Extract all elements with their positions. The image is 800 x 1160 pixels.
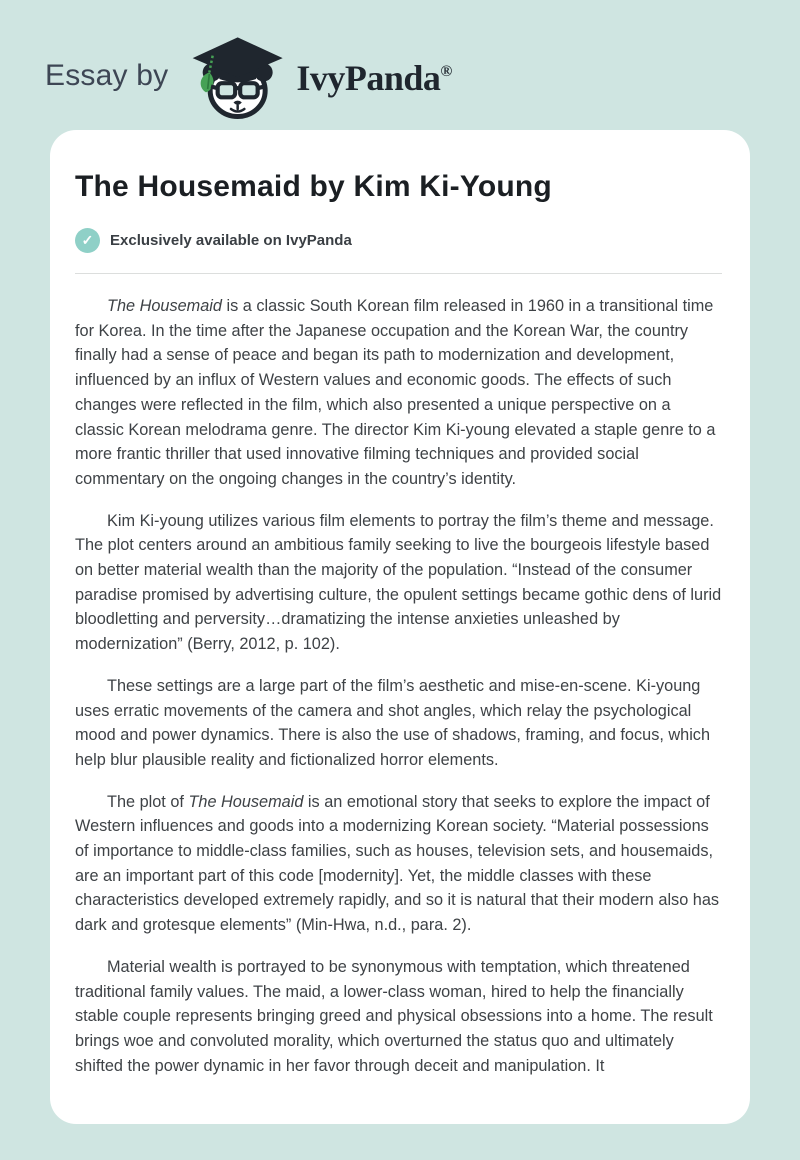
registered-mark: ®: [440, 63, 453, 80]
page-title: The Housemaid by Kim Ki-Young: [75, 170, 552, 203]
essay-paragraph: The Housemaid is a classic South Korean film released in 1960 in a transitional time for Korea. In the time after the Japanese occupation and the Korean War, the country finally had a sense of peace and began its path to modernization and development, influenced by an influx of Western values and economic goods. The effects of such changes were reflected in the film, which also presented a unique perspective on a classic Korean melodrama genre. The director Kim Ki-young elevated a staple genre to a more frantic thriller that used innovative filming techniques and provided social commentary on the ongoing changes in the country’s identity.: [75, 297, 716, 488]
panda-graduate-icon: [186, 35, 286, 123]
essay-by-label: Essay by: [45, 59, 169, 92]
essay-body: [75, 294, 722, 1078]
essay-paragraph: These settings are a large part of the film’s aesthetic and mise-en-scene. Ki-young uses erratic movements of the camera and shot angles, which relay the psychological mood and power dynamics. There is also the use of shadows, framing, and focus, which help blur plausible reality and fictionalized horror elements.: [75, 676, 711, 769]
essay-paragraph: Kim Ki-young utilizes various film elements to portray the film’s theme and message. The plot centers around an ambitious family seeking to live the bourgeois lifestyle based on better material wealth than the majority of the population. “Instead of the consumer paradise promised by advertising culture, the opulent settings became gothic dens of lurid bloodletting and perversity…dramatizing the intense anxieties unleashed by modernization” (Berry, 2012, p. 102).: [75, 511, 722, 654]
brand-text: IvyPanda: [296, 58, 441, 98]
availability-label: Exclusively available on IvyPanda: [110, 232, 352, 249]
availability-badge: [75, 228, 722, 253]
page-header: [0, 0, 800, 128]
essay-card: [50, 130, 750, 1124]
essay-paragraph: The plot of The Housemaid is an emotional story that seeks to explore the impact of Western influences and goods into a modernizing Korean society. “Material possessions of importance to middle-class families, such as houses, television sets, and housemaids, are an important part of this code [modernity]. Yet, the middle classes with these characteristics developed extremely rapidly, and so it is natural that their modern also has dark and grotesque elements” (Min-Hwa, n.d., para. 2).: [75, 792, 720, 935]
ivypanda-logo: [186, 35, 286, 123]
brand-name: [296, 57, 452, 99]
essay-paragraph: Material wealth is portrayed to be synonymous with temptation, which threatened traditional family values. The maid, a lower-class woman, hired to help the financially stable couple represents bringing greed and physical obsessions into a home. The result brings woe and convoluted morality, which overturned the status quo and ultimately shifted the power dynamic in her favor through deceit and manipulation. It: [75, 957, 713, 1075]
divider: [75, 273, 722, 274]
check-icon: ✓: [75, 228, 100, 253]
